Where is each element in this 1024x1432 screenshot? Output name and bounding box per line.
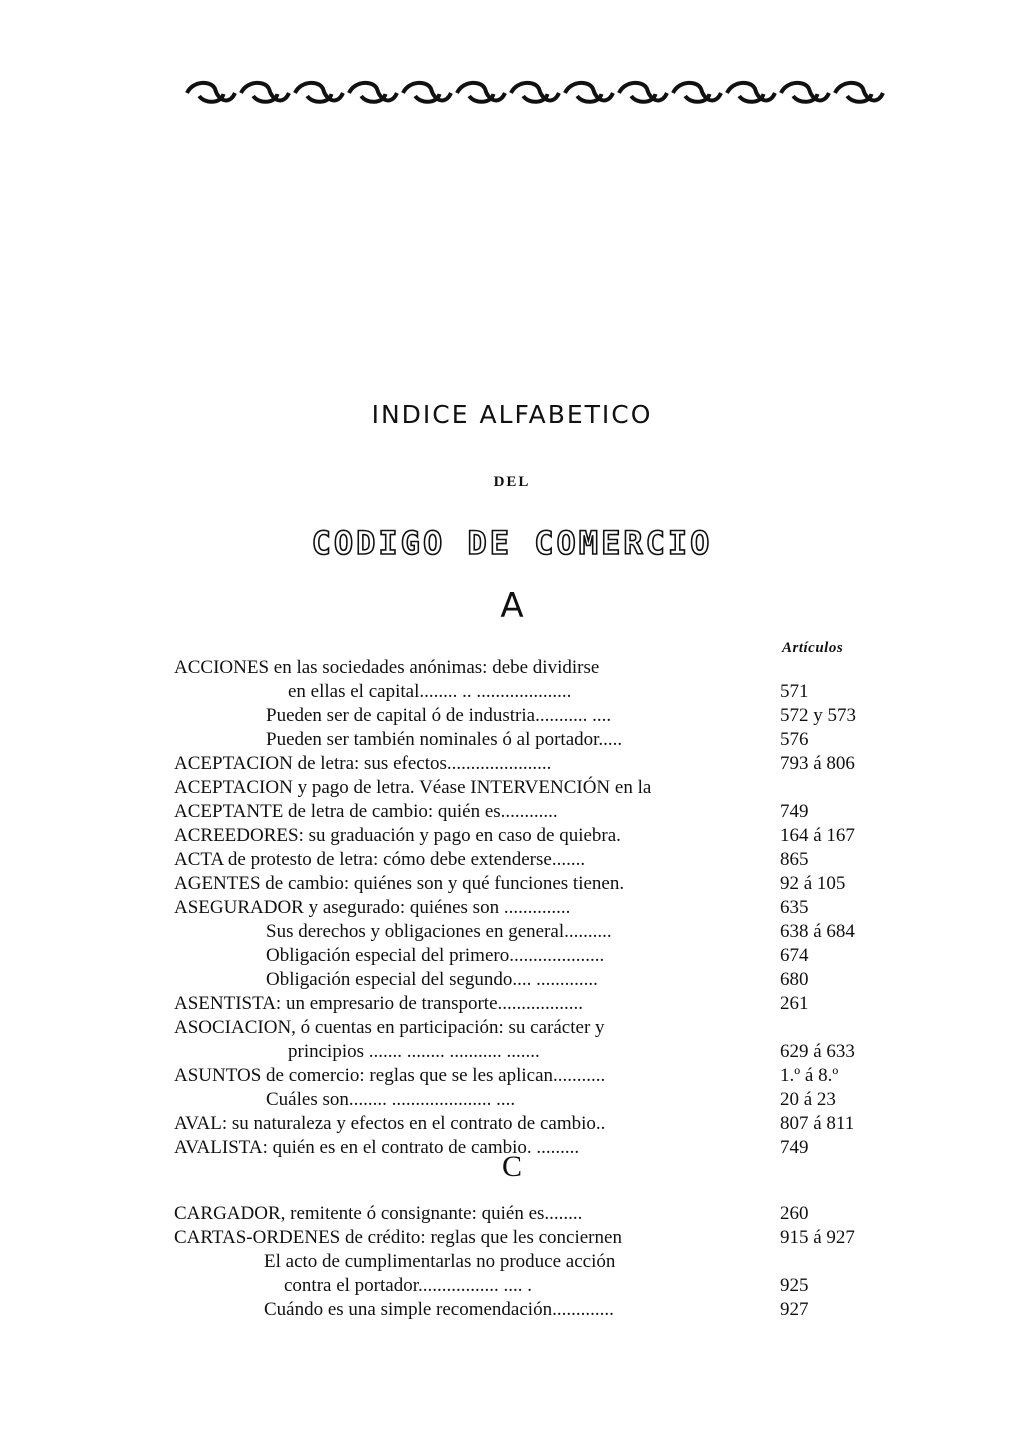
entry-text: en ellas el capital........ .. ....................	[288, 681, 572, 702]
index-entry	[0, 1040, 1024, 1064]
index-entry	[0, 752, 1024, 776]
entry-article-ref: 164 á 167	[780, 825, 855, 846]
index-entry	[0, 1088, 1024, 1112]
index-entry	[0, 1202, 1024, 1226]
entry-text: principios ....... ........ ........... .......	[288, 1041, 540, 1062]
chain-link-ornament	[835, 83, 883, 102]
entry-text: ACEPTANTE de letra de cambio: quién es............	[174, 801, 558, 822]
ornament-chain-border	[183, 78, 885, 108]
chain-link-ornament	[403, 83, 451, 102]
index-entry	[0, 1064, 1024, 1088]
entry-text: ACCIONES en las sociedades anónimas: debe dividirse	[174, 657, 600, 678]
entry-article-ref: 260	[780, 1203, 809, 1224]
index-entry	[0, 920, 1024, 944]
entry-text: Pueden ser de capital ó de industria........... ....	[266, 705, 612, 726]
entry-text: ASOCIACION, ó cuentas en participación: su carácter y	[174, 1017, 605, 1038]
entry-article-ref: 793 á 806	[780, 753, 855, 774]
entry-text: ACTA de protesto de letra: cómo debe extenderse.......	[174, 849, 586, 870]
entry-article-ref: 915 á 927	[780, 1227, 855, 1248]
entry-text: AGENTES de cambio: quiénes son y qué funciones tienen.	[174, 873, 625, 894]
entry-text: ASENTISTA: un empresario de transporte..................	[174, 993, 584, 1014]
index-entry	[0, 656, 1024, 680]
entry-article-ref: 635	[780, 897, 809, 918]
index-entry	[0, 776, 1024, 800]
entry-text: ASEGURADOR y asegurado: quiénes son ..............	[174, 897, 571, 918]
entry-article-ref: 92 á 105	[780, 873, 846, 894]
entry-article-ref: 749	[780, 1137, 809, 1158]
chain-link-ornament	[295, 83, 343, 102]
entry-text: Obligación especial del primero....................	[266, 945, 605, 966]
entry-article-ref: 749	[780, 801, 809, 822]
index-entry	[0, 944, 1024, 968]
entry-article-ref: 571	[780, 681, 809, 702]
entry-text: ACEPTACION de letra: sus efectos......................	[174, 753, 552, 774]
index-entry	[0, 1226, 1024, 1250]
chain-link-ornament	[457, 83, 505, 102]
entry-text: CARTAS-ORDENES de crédito: reglas que les conciernen	[174, 1227, 622, 1248]
index-entry	[0, 1016, 1024, 1040]
index-entry	[0, 848, 1024, 872]
chain-link-ornament	[241, 83, 289, 102]
entry-text: Obligación especial del segundo.... .............	[266, 969, 598, 990]
entry-article-ref: 638 á 684	[780, 921, 855, 942]
entry-text: ACEPTACION y pago de letra. Véase INTERVENCIÓN en la	[174, 777, 652, 798]
chain-link-ornament	[673, 83, 721, 102]
entry-text: Cuáles son........ ..................... ....	[266, 1089, 516, 1110]
entry-article-ref: 261	[780, 993, 809, 1014]
entry-text: ASUNTOS de comercio: reglas que se les aplican...........	[174, 1065, 606, 1086]
index-entry	[0, 704, 1024, 728]
entry-article-ref: 807 á 811	[780, 1113, 855, 1134]
entry-text: CARGADOR, remitente ó consignante: quién es........	[174, 1203, 583, 1224]
entry-text: Cuándo es una simple recomendación.............	[264, 1299, 614, 1320]
index-entry	[0, 824, 1024, 848]
index-entry	[0, 1250, 1024, 1274]
entry-article-ref: 629 á 633	[780, 1041, 855, 1062]
index-entry	[0, 992, 1024, 1016]
entry-text: Pueden ser también nominales ó al portador.....	[266, 729, 623, 750]
chain-link-ornament	[781, 83, 829, 102]
entry-article-ref: 865	[780, 849, 809, 870]
index-entry	[0, 680, 1024, 704]
index-entry	[0, 872, 1024, 896]
chain-link-ornament	[349, 83, 397, 102]
chain-link-ornament	[727, 83, 775, 102]
index-title: INDICE ALFABETICO	[371, 400, 653, 429]
entry-article-ref: 576	[780, 729, 809, 750]
section-letter-a: A	[500, 586, 524, 626]
section-letter-c: C	[501, 1150, 522, 1183]
chain-link-ornament	[565, 83, 613, 102]
column-header-articulos: Artículos	[782, 640, 844, 656]
entry-text: contra el portador................. .... .	[284, 1275, 533, 1296]
entry-article-ref: 572 y 573	[780, 705, 856, 726]
entry-article-ref: 1.º á 8.º	[780, 1065, 839, 1086]
index-entry	[0, 800, 1024, 824]
entry-article-ref: 680	[780, 969, 809, 990]
index-entry	[0, 1112, 1024, 1136]
chain-link-ornament	[187, 83, 235, 102]
entry-text: ACREEDORES: su graduación y pago en caso de quiebra.	[174, 825, 621, 846]
entry-text: AVALISTA: quién es en el contrato de cambio. .........	[174, 1137, 580, 1158]
index-entry	[0, 1298, 1024, 1322]
entry-text: El acto de cumplimentarlas no produce acción	[264, 1251, 616, 1272]
entry-text: Sus derechos y obligaciones en general..........	[266, 921, 612, 942]
entry-article-ref: 925	[780, 1275, 809, 1296]
entry-text: AVAL: su naturaleza y efectos en el contrato de cambio..	[174, 1113, 606, 1134]
entry-article-ref: 674	[780, 945, 809, 966]
index-entry	[0, 896, 1024, 920]
chain-link-ornament	[619, 83, 667, 102]
code-title: CODIGO DE COMERCIO	[311, 524, 713, 562]
index-entry	[0, 728, 1024, 752]
entry-article-ref: 20 á 23	[780, 1089, 836, 1110]
index-entry	[0, 968, 1024, 992]
entry-article-ref: 927	[780, 1299, 809, 1320]
index-entry	[0, 1274, 1024, 1298]
index-subtitle: DEL	[493, 474, 531, 490]
chain-link-ornament	[511, 83, 559, 102]
